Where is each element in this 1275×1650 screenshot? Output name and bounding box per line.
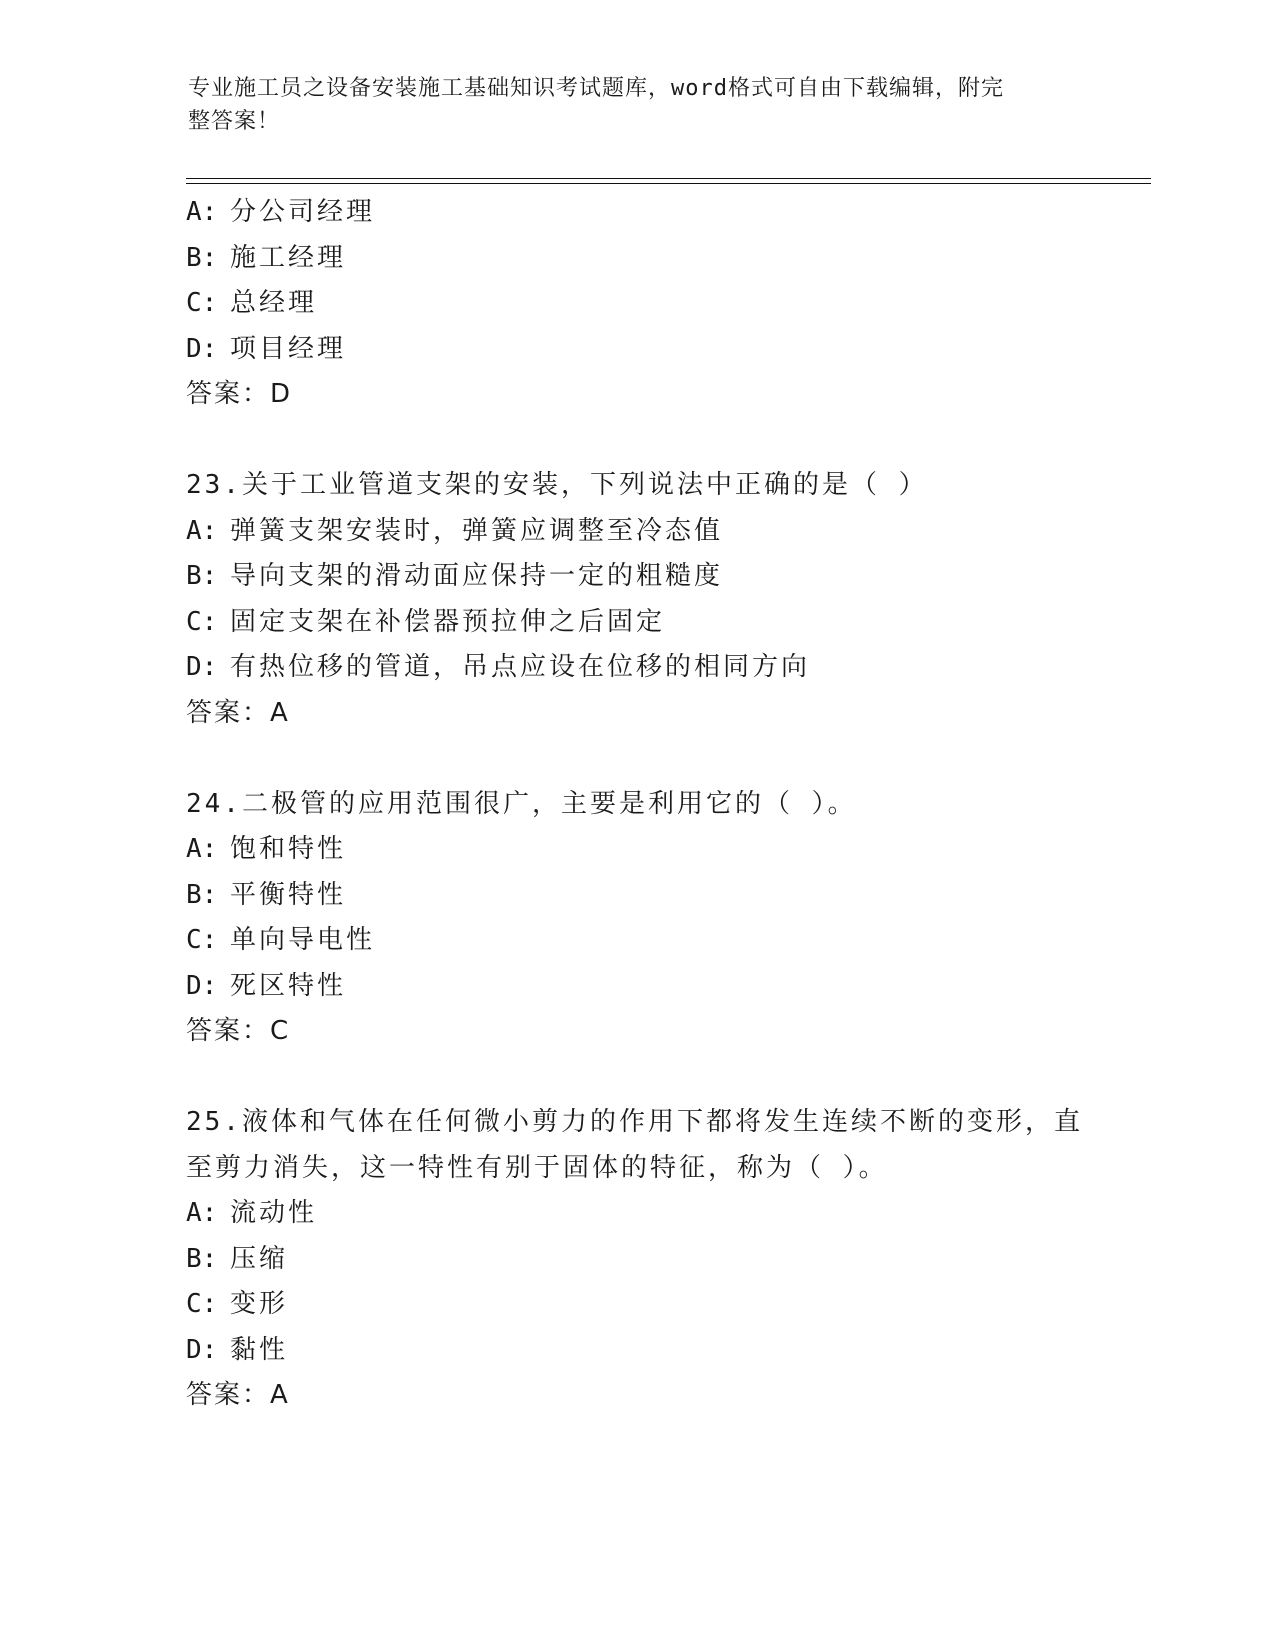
option-a: A: 饱和特性 [186,834,347,864]
option-c: C: 总经理 [186,288,318,318]
question-23 [186,463,1146,736]
header-divider-bottom [186,183,1151,184]
answer-line: 答案：D [186,379,293,409]
option-a: A: 弹簧支架安装时，弹簧应调整至冷态值 [186,515,724,546]
spacer [186,736,1146,782]
answer-line: 答案：A [186,697,290,728]
question-25 [186,1100,1146,1419]
option-a: A: 分公司经理 [186,197,376,227]
header-line-1: 专业施工员之设备安装施工基础知识考试题库，word格式可自由下载编辑，附完 [188,76,1004,101]
option-c: C: 单向导电性 [186,925,376,955]
question-stem: 24.二极管的应用范围很广，主要是利用它的（ ）。 [186,788,857,819]
question-stem-line-2: 至剪力消失，这一特性有别于固体的特征，称为（ ）。 [186,1152,888,1183]
option-d: D: 项目经理 [186,333,347,364]
header-divider-top [186,178,1151,179]
answer-line: 答案：A [186,1380,290,1410]
option-d: D: 有热位移的管道，吊点应设在位移的相同方向 [186,652,811,682]
spacer [186,418,1146,464]
option-b: B: 平衡特性 [186,879,347,910]
header-line-2: 整答案！ [188,109,281,134]
spacer [186,1055,1146,1101]
option-c: C: 固定支架在补偿器预拉伸之后固定 [186,606,666,637]
question-stem: 23.关于工业管道支架的安装，下列说法中正确的是（ ） [186,470,928,500]
option-d: D: 死区特性 [186,970,347,1001]
question-24 [186,782,1146,1055]
option-c: C: 变形 [186,1289,289,1319]
option-d: D: 黏性 [186,1334,289,1365]
option-a: A: 流动性 [186,1198,318,1228]
option-b: B: 导向支架的滑动面应保持一定的粗糙度 [186,561,724,591]
question-22-continued [186,190,1146,418]
option-b: B: 施工经理 [186,242,347,273]
question-list [186,190,1146,1419]
answer-line: 答案：C [186,1016,291,1046]
question-stem-line-1: 25.液体和气体在任何微小剪力的作用下都将发生连续不断的变形，直 [186,1107,1083,1137]
option-b: B: 压缩 [186,1243,289,1274]
document-header [188,72,1068,138]
